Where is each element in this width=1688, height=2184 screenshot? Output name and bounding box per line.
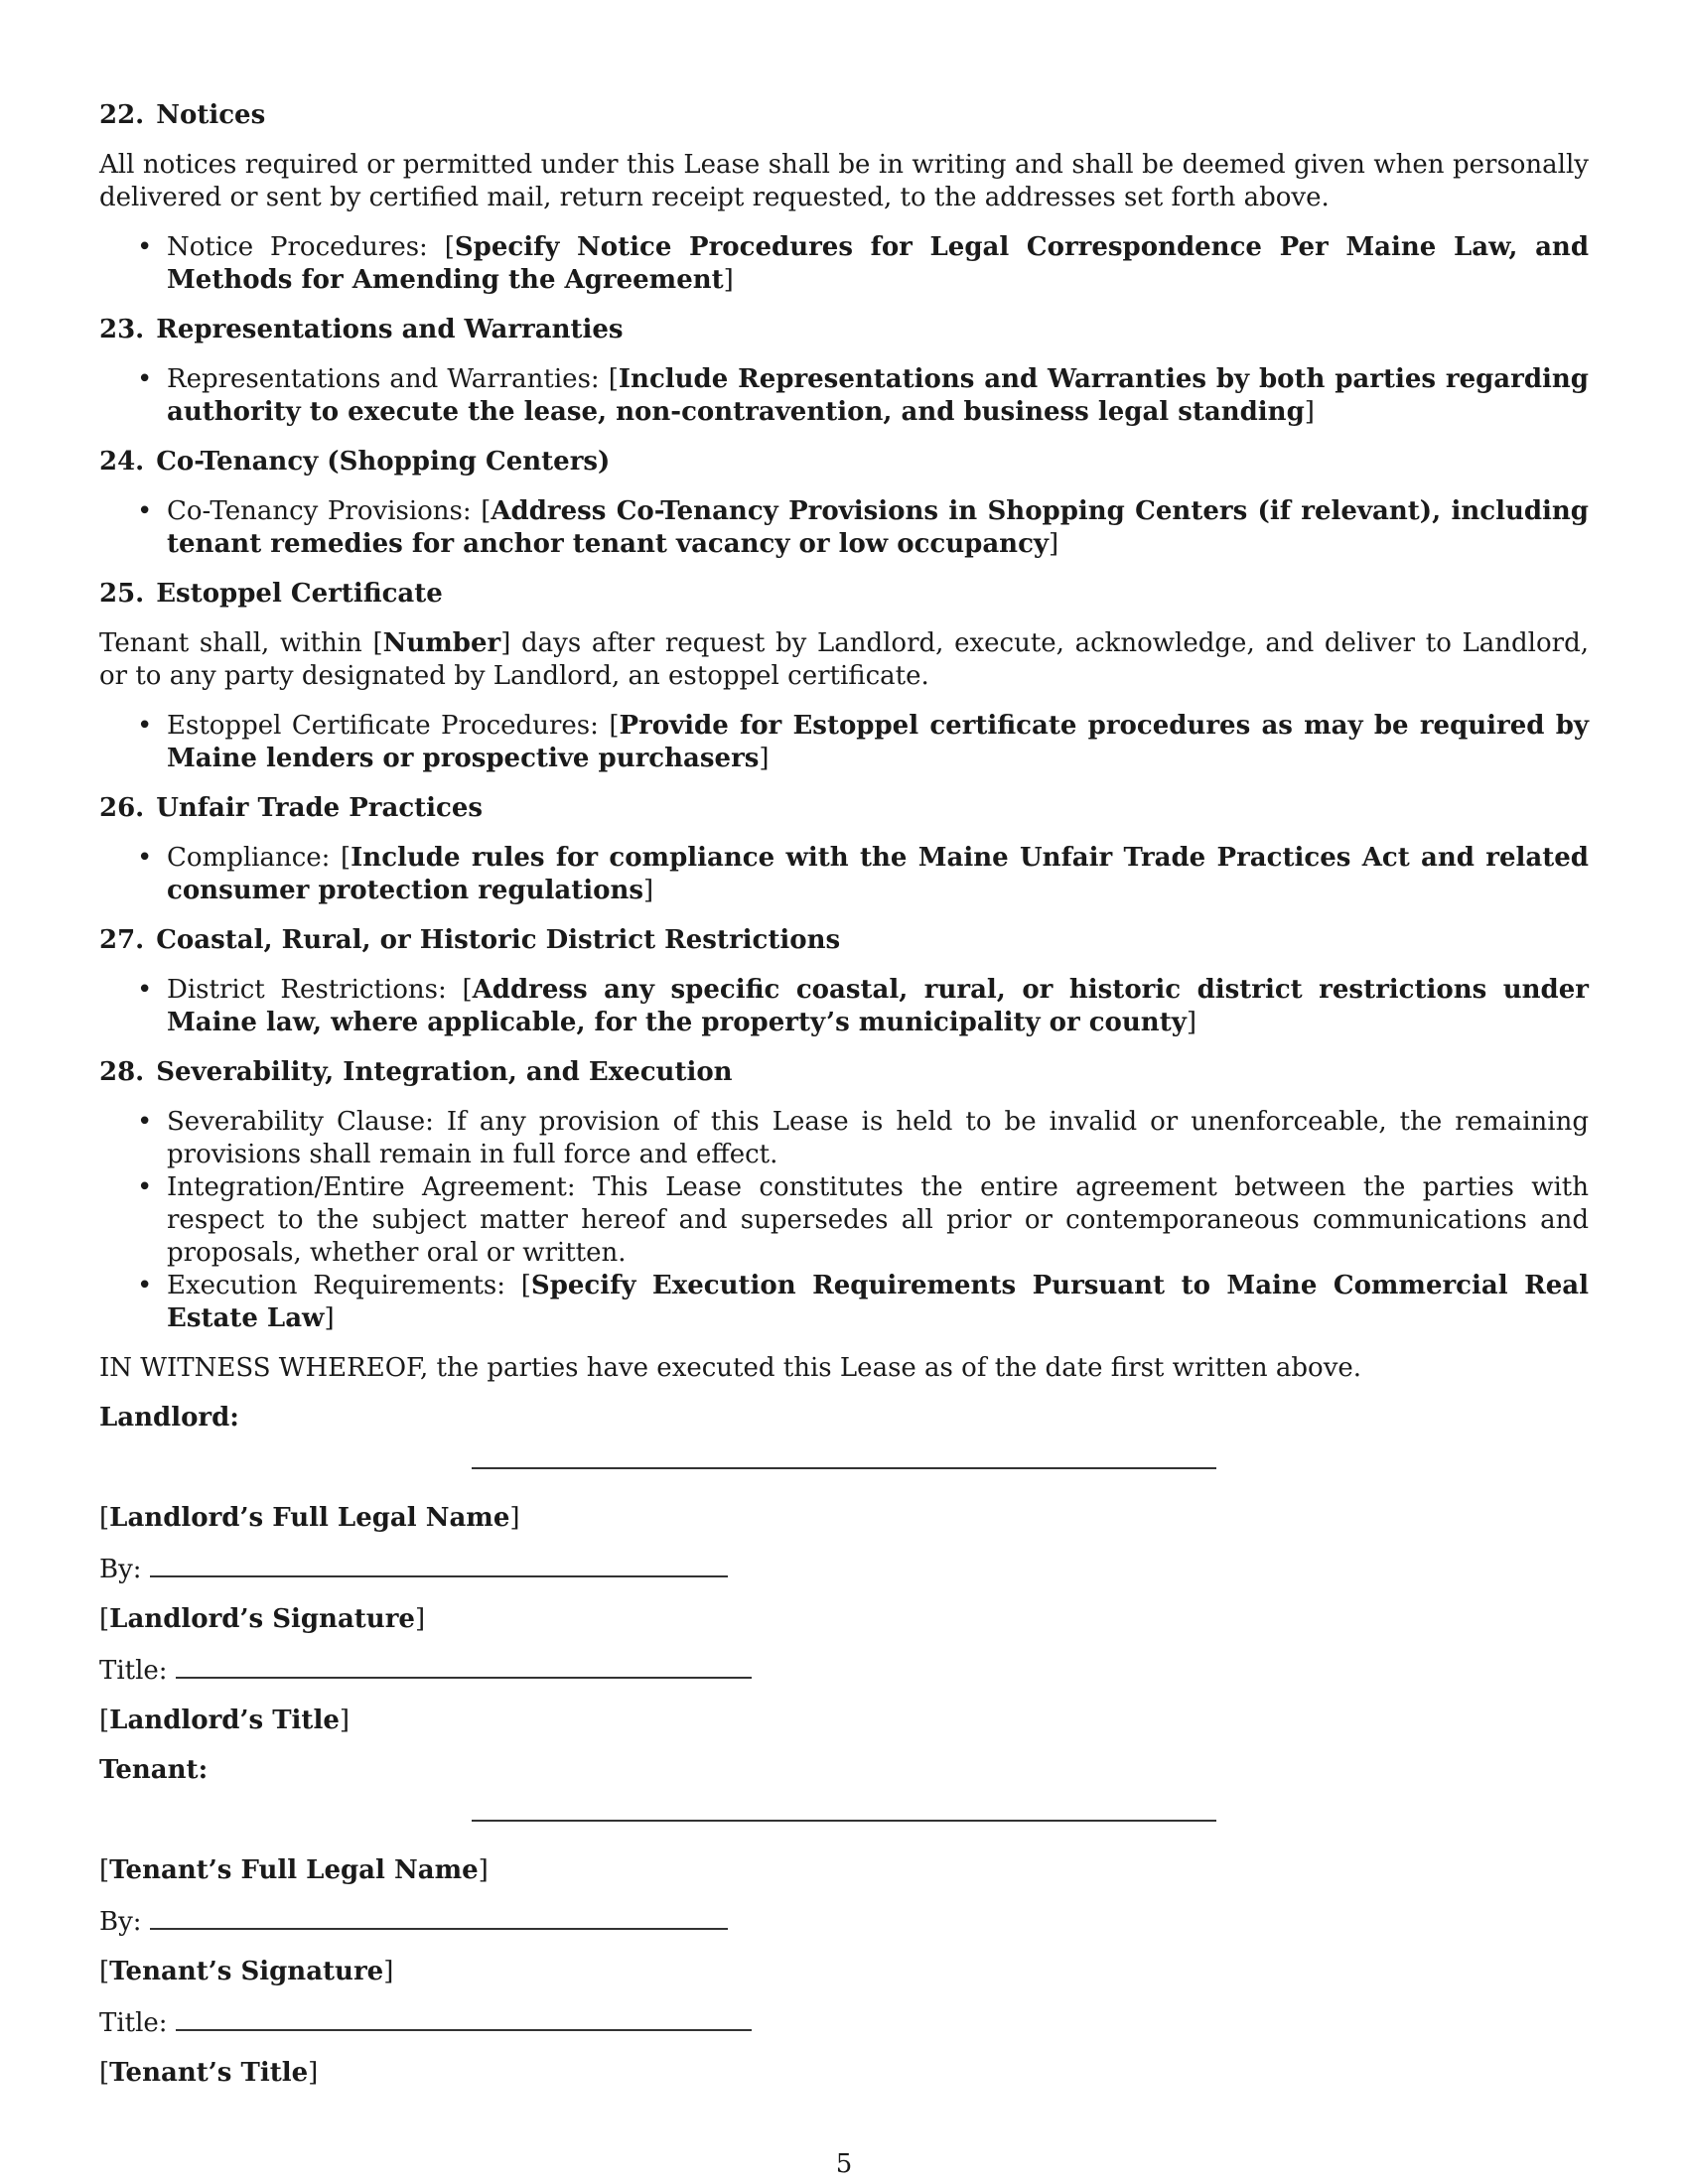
tenant-title-line[interactable]: [176, 2005, 752, 2031]
page-number: 5: [835, 2149, 853, 2179]
section-title: Unfair Trade Practices: [156, 793, 484, 823]
section-25-paragraph: Tenant shall, within [Number] days after request by Landlord, execute, acknowledge, and deliver to Landlord, or to any party designated by Landlord, an estoppel certificate.: [99, 628, 1589, 691]
item-label: Execution Requirements:: [167, 1271, 506, 1300]
section-22-paragraph: All notices required or permitted under this Lease shall be in writing and shall be deemed given when personally delivered or sent by certified mail, return receipt requested, to the addresses set forth above.: [99, 150, 1589, 212]
section-25-heading: [99, 578, 1589, 611]
list-item: • Co-Tenancy Provisions: [Address Co-Tenancy Provisions in Shopping Centers (if relevant), including tenant remedies for anchor tenant vacancy or low occupancy]: [99, 495, 1589, 561]
placeholder-text: Provide for Estoppel certificate procedures as may be required by Maine lenders or prospective purchasers: [167, 711, 1589, 773]
tenant-name-placeholder: [Tenant’s Full Legal Name]: [99, 1855, 489, 1885]
section-22-list: [99, 231, 1589, 297]
tenant-title-row: [99, 2005, 1589, 2040]
placeholder-text: Address Co-Tenancy Provisions in Shopping Centers (if relevant), including tenant remedies for anchor tenant vacancy or low occupancy: [167, 496, 1589, 559]
list-item: • Integration/Entire Agreement: This Lease constitutes the entire agreement between the parties with respect to the subject matter hereof and supersedes all prior or contemporaneous communications and proposals, whether oral or written.: [99, 1171, 1589, 1270]
list-item: • District Restrictions: [Address any specific coastal, rural, or historic district restrictions under Maine law, where applicable, for the property’s municipality or county]: [99, 974, 1589, 1039]
list-item: • Severability Clause: If any provision of this Lease is held to be invalid or unenforceable, the remaining provisions shall remain in full force and effect.: [99, 1106, 1589, 1171]
section-24-list: [99, 495, 1589, 561]
placeholder-text: Specify Execution Requirements Pursuant to Maine Commercial Real Estate Law: [167, 1271, 1589, 1333]
landlord-title-line[interactable]: [176, 1653, 752, 1679]
section-number: 22.: [99, 100, 145, 130]
item-label: District Restrictions:: [167, 975, 447, 1005]
section-22-heading: [99, 99, 1589, 132]
placeholder-text: Tenant’s Signature: [109, 1957, 384, 1986]
tenant-by-row: [99, 1904, 1589, 1939]
placeholder-text: Landlord’s Title: [109, 1706, 340, 1735]
list-item: • Notice Procedures: [Specify Notice Procedures for Legal Correspondence Per Maine Law, and Methods for Amending the Agreement]: [99, 231, 1589, 297]
landlord-label: Landlord:: [99, 1403, 239, 1433]
list-item: • Estoppel Certificate Procedures: [Provide for Estoppel certificate procedures as may be required by Maine lenders or prospective purchasers]: [99, 710, 1589, 775]
landlord-name-line[interactable]: [472, 1467, 1216, 1469]
section-title: Notices: [156, 100, 266, 130]
title-label: Title:: [99, 1656, 168, 1686]
section-title: Co-Tenancy (Shopping Centers): [156, 447, 611, 477]
section-title: Coastal, Rural, or Historic District Restrictions: [156, 925, 841, 955]
section-28-heading: [99, 1056, 1589, 1089]
landlord-name-placeholder: [Landlord’s Full Legal Name]: [99, 1503, 520, 1533]
landlord-title-placeholder: [Landlord’s Title]: [99, 1706, 351, 1735]
section-26-list: [99, 842, 1589, 907]
section-25-list: [99, 710, 1589, 775]
item-label: Notice Procedures:: [167, 232, 428, 262]
section-27-heading: [99, 924, 1589, 957]
placeholder-text: Landlord’s Full Legal Name: [109, 1503, 510, 1533]
placeholder-text: Number: [382, 628, 501, 658]
section-number: 27.: [99, 925, 145, 955]
witness-clause: IN WITNESS WHEREOF, the parties have executed this Lease as of the date first written above.: [99, 1353, 1362, 1383]
section-27-list: [99, 974, 1589, 1039]
landlord-signature-line[interactable]: [150, 1552, 728, 1577]
section-title: Estoppel Certificate: [156, 579, 443, 609]
section-number: 24.: [99, 447, 145, 477]
placeholder-text: Include Representations and Warranties by both parties regarding authority to execute the lease, non-contravention, and business legal standing: [167, 364, 1589, 427]
section-23-list: [99, 363, 1589, 429]
landlord-signature-placeholder: [Landlord’s Signature]: [99, 1604, 426, 1634]
by-label: By:: [99, 1555, 142, 1584]
placeholder-text: Specify Notice Procedures for Legal Correspondence Per Maine Law, and Methods for Amending the Agreement: [167, 232, 1589, 295]
section-28-list: [99, 1106, 1589, 1335]
tenant-name-line[interactable]: [472, 1820, 1216, 1822]
section-23-heading: [99, 314, 1589, 346]
list-item: • Compliance: [Include rules for compliance with the Maine Unfair Trade Practices Act and related consumer protection regulations]: [99, 842, 1589, 907]
section-26-heading: [99, 792, 1589, 825]
title-label: Title:: [99, 2008, 168, 2038]
placeholder-text: Address any specific coastal, rural, or historic district restrictions under Maine law, where applicable, for the property’s municipality or county: [167, 975, 1589, 1037]
paragraph-text: Tenant shall, within: [99, 628, 362, 658]
section-number: 25.: [99, 579, 145, 609]
list-item: • Representations and Warranties: [Include Representations and Warranties by both parties regarding authority to execute the lease, non-contravention, and business legal standing]: [99, 363, 1589, 429]
placeholder-text: Landlord’s Signature: [109, 1604, 415, 1634]
tenant-label: Tenant:: [99, 1755, 209, 1785]
section-number: 28.: [99, 1057, 145, 1087]
landlord-title-row: [99, 1653, 1589, 1688]
item-label: Co-Tenancy Provisions:: [167, 496, 472, 526]
list-item: • Execution Requirements: [Specify Execution Requirements Pursuant to Maine Commercial Real Estate Law]: [99, 1270, 1589, 1335]
section-24-heading: [99, 446, 1589, 478]
section-title: Representations and Warranties: [156, 315, 624, 344]
document-body: [99, 99, 1589, 2090]
section-title: Severability, Integration, and Execution: [156, 1057, 733, 1087]
tenant-signature-line[interactable]: [150, 1904, 728, 1930]
item-label: Compliance:: [167, 843, 331, 873]
tenant-signature-placeholder: [Tenant’s Signature]: [99, 1957, 394, 1986]
item-label: Representations and Warranties:: [167, 364, 600, 394]
landlord-by-row: [99, 1552, 1589, 1586]
by-label: By:: [99, 1907, 142, 1937]
paragraph-text: days after request by Landlord, execute, acknowledge, and deliver to Landlord, or to any party designated by Landlord, an estoppel certificate.: [99, 628, 1589, 691]
tenant-title-placeholder: [Tenant’s Title]: [99, 2058, 319, 2088]
section-number: 23.: [99, 315, 145, 344]
section-number: 26.: [99, 793, 145, 823]
placeholder-text: Tenant’s Full Legal Name: [109, 1855, 479, 1885]
placeholder-text: Include rules for compliance with the Maine Unfair Trade Practices Act and related consumer protection regulations: [167, 843, 1589, 905]
placeholder-text: Tenant’s Title: [109, 2058, 309, 2088]
item-label: Estoppel Certificate Procedures:: [167, 711, 599, 741]
